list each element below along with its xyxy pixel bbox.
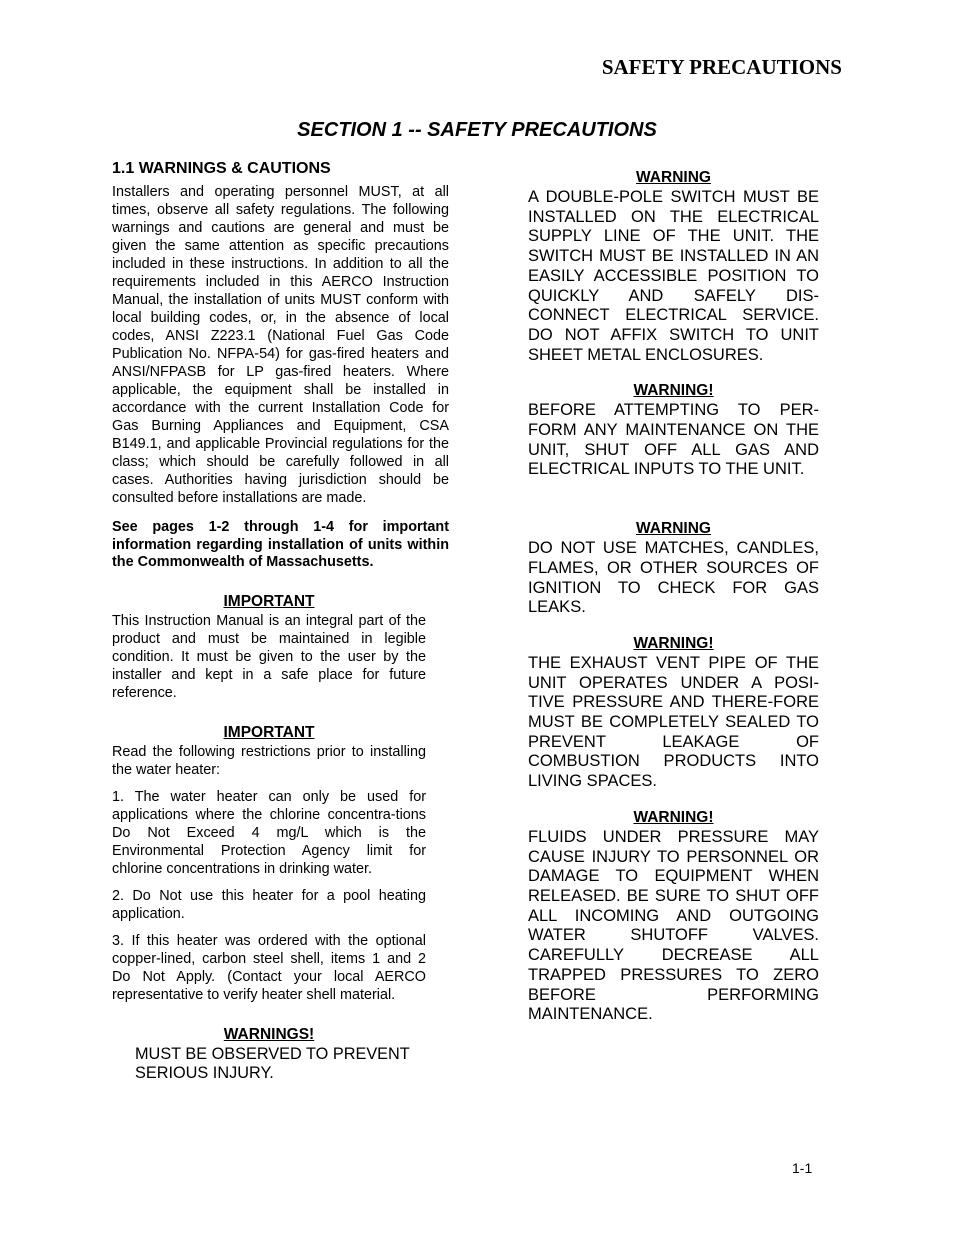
warning-title: WARNING: [636, 169, 711, 186]
warning-title: WARNING!: [633, 808, 714, 826]
warning-notice-pressure: [528, 808, 819, 1025]
intro-paragraph: Installers and operating personnel MUST, at all times, observe all safety regulations. The following warnings and cautions are general and must be given the same attention as specific precautions included in these instructions. In addition to all the requirements included in this AERCO Instruction Manual, the installation of units MUST conform with local building codes, or, in the absence of local codes, ANSI Z223.1 (National Fuel Gas Code Publication No. NFPA-54) for gas-fired heaters and ANSI/NFPASB for LP gas-fired heaters. Where applicable, the equipment shall be installed in accordance with the current Installation Code for Gas Burning Appliances and Equipment, CSA B149.1, and applicable Provincial regulations for the class; which should be carefully followed in all cases. Authorities having jurisdiction should be consulted before installations are made.: [112, 184, 449, 506]
running-header: SAFETY PRECAUTIONS: [601, 55, 842, 79]
warning-notice-switch: [528, 168, 819, 365]
important-notice-restrictions: [112, 723, 426, 1004]
warning-text: FLUIDS UNDER PRESSURE MAY CAUSE INJURY TO PERSONNEL OR DAMAGE TO EQUIPMENT WHEN RELEASED. BE SURE TO SHUT OFF ALL INCOMING AND OUTGOING WATER SHUTOFF VALVES. CAREFULLY DECREASE ALL TRAPPED PRESSURES TO ZERO BEFORE PERFORMING MAINTENANCE.: [528, 827, 819, 1024]
warning-title: WARNING!: [633, 382, 714, 400]
restriction-item-3: 3. If this heater was ordered with the optional copper-lined, carbon steel shell, items 1 and 2 Do Not Apply. (Contact your local AERCO representative to verify heater shell material.: [112, 932, 426, 1003]
warning-text: A DOUBLE-POLE SWITCH MUST BE INSTALLED ON THE ELECTRICAL SUPPLY LINE OF THE UNIT. THE SWITCH MUST BE INSTALLED IN AN EASILY ACCESSIBLE POSITION TO QUICKLY AND SAFELY DIS-CONNECT ELECTRICAL SERVICE. DO NOT AFFIX SWITCH TO UNIT SHEET METAL ENCLOSURES.: [528, 188, 819, 364]
subsection-heading: 1.1 WARNINGS & CAUTIONS: [112, 160, 331, 177]
important-title: IMPORTANT: [223, 592, 315, 610]
important-title: IMPORTANT: [223, 723, 315, 741]
restriction-item-2: 2. Do Not use this heater for a pool heating application.: [112, 887, 426, 922]
warning-title: WARNING!: [633, 634, 714, 652]
warning-notice-maintenance: [528, 381, 819, 480]
left-column: [112, 160, 449, 1083]
important-notice-manual: [112, 592, 426, 702]
section-title: SECTION 1 -- SAFETY PRECAUTIONS: [297, 119, 657, 141]
warning-text: THE EXHAUST VENT PIPE OF THE UNIT OPERATES UNDER A POSI-TIVE PRESSURE AND THERE-FORE MUST BE COMPLETELY SEALED TO PREVENT LEAKAGE OF COMBUSTION PRODUCTS INTO LIVING SPACES.: [528, 653, 819, 791]
important-text: This Instruction Manual is an integral part of the product and must be maintained in legible condition. It must be given to the user by the installer and kept in a safe place for future reference.: [112, 612, 426, 701]
warning-notice-exhaust: [528, 634, 819, 792]
restrictions-intro: Read the following restrictions prior to installing the water heater:: [112, 743, 426, 778]
warning-text: BEFORE ATTEMPTING TO PER-FORM ANY MAINTENANCE ON THE UNIT, SHUT OFF ALL GAS AND ELECTRICAL INPUTS TO THE UNIT.: [528, 401, 819, 479]
page-number: 1-1: [792, 1160, 813, 1176]
warning-notice-ignition: [528, 519, 819, 618]
warning-title: WARNING: [636, 520, 711, 538]
warnings-notice: [112, 1025, 426, 1083]
massachusetts-note: See pages 1-2 through 1-4 for important information regarding installation of units within the Commonwealth of Massachusetts.: [112, 519, 449, 570]
warnings-text: MUST BE OBSERVED TO PREVENT SERIOUS INJURY.: [135, 1044, 410, 1082]
warning-text: DO NOT USE MATCHES, CANDLES, FLAMES, OR OTHER SOURCES OF IGNITION TO CHECK FOR GAS LEAKS.: [528, 539, 819, 617]
warnings-title: WARNINGS!: [223, 1025, 315, 1043]
restriction-item-1: 1. The water heater can only be used for applications where the chlorine concentra-tions Do Not Exceed 4 mg/L which is the Environmental Protection Agency limit for chlorine concentrations in drinking water.: [112, 788, 426, 877]
right-column: [528, 168, 819, 1025]
